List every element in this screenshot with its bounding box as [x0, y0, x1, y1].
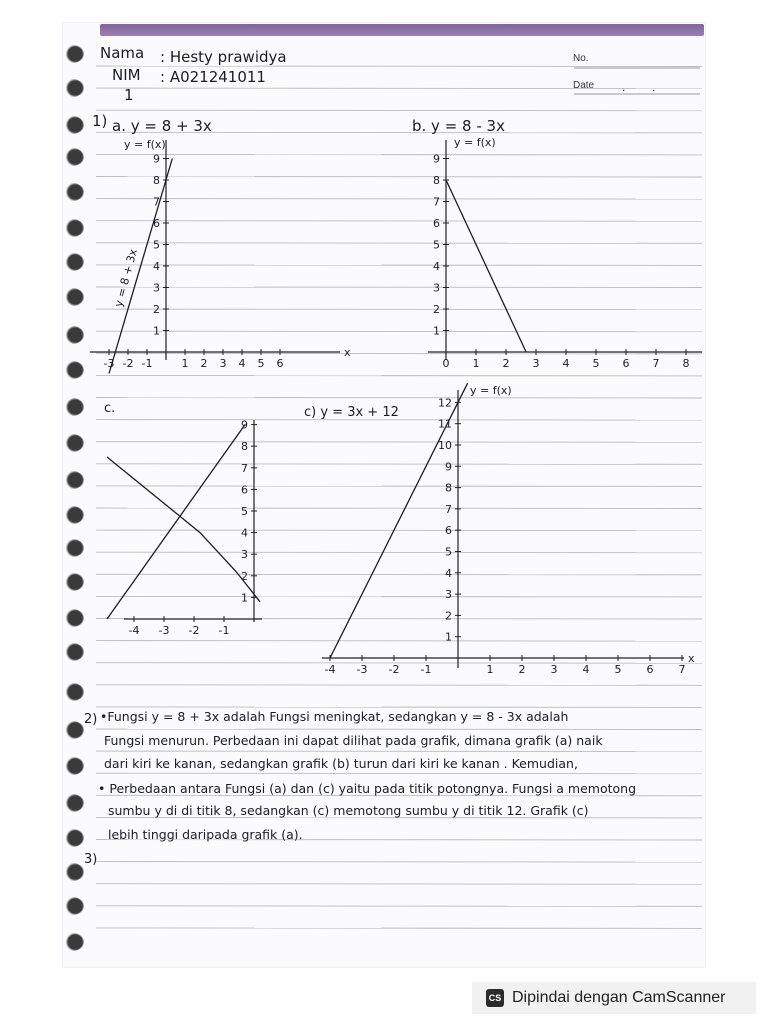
x-tick-label: -1 [141, 357, 153, 370]
y-tick-label: 6 [433, 217, 440, 230]
x-tick-label: 4 [562, 357, 570, 370]
x-tick-label: 3 [532, 357, 540, 370]
y-tick-label: 11 [438, 417, 452, 431]
y-tick-label: 1 [433, 324, 440, 338]
series-line [446, 180, 526, 352]
x-tick-label: 6 [276, 357, 284, 370]
x-tick-label: 2 [502, 357, 510, 370]
x-tick-label: 6 [646, 663, 654, 676]
answer-2-line-1: •Fungsi y = 8 + 3x adalah Fungsi meningkat, sedangkan y = 8 - 3x adalah [100, 709, 569, 724]
x-tick-label: 1 [181, 357, 189, 370]
name-value: : Hesty prawidya [160, 48, 287, 66]
y-tick-label: 1 [241, 591, 248, 605]
answer-2-line-6: lebih tinggi daripada grafik (a). [108, 827, 303, 842]
x-tick-label: -4 [324, 663, 336, 676]
y-tick-label: 9 [445, 460, 452, 474]
x-tick-label: -1 [420, 663, 432, 676]
graph-a-side-label: y = 8 + 3x [112, 247, 140, 309]
nim-value: : A021241011 [160, 68, 266, 86]
y-tick-label: 7 [433, 195, 440, 209]
y-tick-label: 4 [445, 566, 452, 580]
y-tick-label: 3 [433, 281, 440, 295]
x-axis-symbol: x [688, 652, 695, 665]
graph-b-title: b. y = 8 - 3x [412, 117, 505, 135]
answer-3-number: 3) [84, 852, 98, 867]
x-tick-label: -3 [356, 663, 368, 676]
x-tick-label: 0 [442, 357, 450, 370]
y-tick-label: 2 [433, 303, 440, 316]
name-label: Nama [100, 44, 145, 62]
x-tick-label: -4 [128, 624, 140, 637]
graph-a-axis-label: y = f(x) [124, 138, 166, 151]
x-tick-label: 5 [257, 357, 265, 370]
graph-a-title: a. y = 8 + 3x [112, 117, 212, 135]
y-tick-label: 6 [241, 483, 248, 497]
y-tick-label: 2 [241, 569, 248, 583]
x-tick-label: -2 [388, 663, 400, 676]
y-tick-label: 9 [153, 152, 160, 166]
y-tick-label: 4 [153, 260, 160, 273]
x-tick-label: 6 [622, 357, 630, 370]
y-tick-label: 6 [445, 524, 452, 538]
x-tick-label: 1 [472, 357, 480, 370]
x-tick-label: 8 [682, 357, 690, 370]
x-tick-label: 5 [592, 357, 600, 370]
series-line [109, 159, 172, 374]
graph-c-title: c) y = 3x + 12 [304, 405, 399, 420]
answer-2-line-3: dari kiri ke kanan, sedangkan grafik (b) turun dari kiri ke kanan . Kemudian, [104, 756, 578, 771]
x-tick-label: 7 [678, 663, 686, 676]
x-axis-symbol: x [344, 346, 351, 359]
y-tick-label: 7 [241, 461, 248, 475]
x-tick-label: -3 [158, 624, 170, 637]
y-tick-label: 7 [153, 195, 160, 209]
x-tick-label: 2 [518, 663, 526, 676]
answer-2-number: 2) [84, 712, 98, 727]
y-tick-label: 5 [433, 238, 440, 252]
y-tick-label: 2 [153, 303, 160, 316]
no-label: No. [573, 53, 589, 64]
graph-a [90, 140, 351, 374]
y-tick-label: 5 [445, 545, 452, 559]
x-tick-label: 4 [238, 357, 246, 370]
x-tick-label: -3 [103, 357, 115, 370]
y-tick-label: 7 [445, 502, 452, 516]
nim-label: NIM [112, 66, 141, 84]
y-tick-label: 5 [241, 505, 248, 518]
y-tick-label: 3 [153, 281, 160, 295]
y-tick-label: 9 [241, 418, 248, 432]
answer-2-line-2: Fungsi menurun. Perbedaan ini dapat dilihat pada grafik, dimana grafik (a) naik [104, 733, 603, 748]
y-tick-label: 4 [241, 526, 248, 540]
x-tick-label: 4 [582, 663, 590, 676]
margin-mark: 1 [124, 86, 134, 104]
x-tick-label: 1 [486, 663, 494, 676]
y-tick-label: 8 [241, 440, 248, 454]
x-tick-label: 5 [614, 663, 622, 676]
camscanner-text: Dipindai dengan CamScanner [512, 989, 726, 1006]
y-tick-label: 12 [438, 396, 452, 410]
series-line [107, 425, 245, 619]
x-tick-label: -1 [218, 624, 230, 637]
date-label: Date [573, 80, 595, 91]
y-tick-label: 6 [153, 217, 160, 230]
x-tick-label: 3 [219, 357, 227, 370]
y-tick-label: 10 [438, 439, 452, 452]
camscanner-watermark [472, 982, 756, 1014]
graph-c2-axis-label: y = f(x) [470, 384, 512, 397]
graph-c-left [107, 419, 262, 637]
camscanner-logo-icon: CS [486, 989, 504, 1007]
y-tick-label: 8 [153, 174, 160, 187]
graph-b-axis-label: y = f(x) [454, 136, 496, 149]
y-tick-label: 8 [445, 481, 452, 495]
y-tick-label: 5 [153, 238, 160, 252]
x-tick-label: 2 [200, 357, 208, 370]
y-tick-label: 3 [445, 588, 452, 602]
y-tick-label: 3 [241, 548, 248, 562]
y-tick-label: 2 [445, 609, 452, 623]
answer-2-line-4: • Perbedaan antara Fungsi (a) dan (c) yaitu pada titik potongnya. Fungsi a memotong [98, 781, 637, 796]
graph-b [428, 140, 702, 370]
y-tick-label: 9 [433, 152, 440, 166]
x-tick-label: -2 [188, 624, 200, 637]
graph-c-left-label: c. [104, 401, 116, 416]
answer-2-line-5: sumbu y di di titik 8, sedangkan (c) memotong sumbu y di titik 12. Grafik (c) [108, 803, 589, 818]
x-tick-label: 7 [652, 357, 660, 370]
x-tick-label: -2 [122, 357, 134, 370]
date-dots: . . [622, 80, 656, 94]
y-tick-label: 1 [445, 630, 452, 644]
y-tick-label: 4 [433, 260, 440, 273]
y-tick-label: 1 [153, 324, 160, 338]
x-tick-label: 3 [550, 663, 558, 676]
problem-1-number: 1) [92, 112, 108, 130]
y-tick-label: 8 [433, 174, 440, 187]
series-line [107, 457, 260, 605]
graph-c-right [322, 383, 695, 676]
